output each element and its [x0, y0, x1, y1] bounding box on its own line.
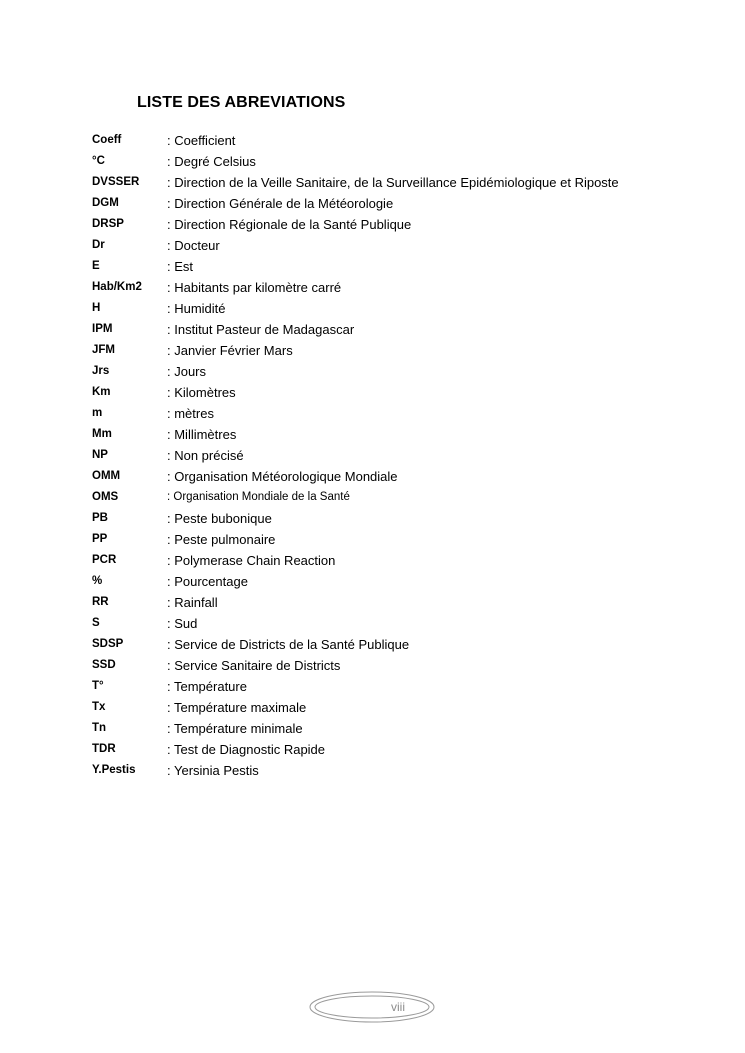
abbreviation-definition: : Direction Générale de la Météorologie	[167, 196, 394, 211]
list-item	[92, 529, 712, 550]
abbreviation-code: Coeff	[92, 134, 122, 146]
abbreviation-code: %	[92, 575, 103, 587]
abbreviation-code: Km	[92, 386, 111, 398]
abbreviation-code: m	[92, 407, 103, 419]
page-footer	[308, 990, 436, 1024]
abbreviation-code: SDSP	[92, 638, 124, 650]
abbreviation-code: Dr	[92, 239, 105, 251]
abbreviation-code: NP	[92, 449, 108, 461]
list-item	[92, 193, 712, 214]
abbreviation-code: T°	[92, 680, 104, 692]
abbreviation-definition: : Coefficient	[167, 133, 236, 148]
abbreviation-definition: : Sud	[167, 616, 198, 631]
list-item	[92, 760, 712, 781]
list-item	[92, 130, 712, 151]
list-item	[92, 718, 712, 739]
abbreviation-code: TDR	[92, 743, 116, 755]
list-item	[92, 382, 712, 403]
abbreviation-definition: : Service Sanitaire de Districts	[167, 658, 341, 673]
list-item	[92, 697, 712, 718]
list-item	[92, 214, 712, 235]
abbreviation-code: Tn	[92, 722, 107, 734]
abbreviation-code: °C	[92, 155, 105, 167]
abbreviation-code: DGM	[92, 197, 119, 209]
abbreviation-definition: : Kilomètres	[167, 385, 236, 400]
abbreviation-definition: : Température	[167, 679, 247, 694]
abbreviation-definition: : Est	[167, 259, 194, 274]
list-item	[92, 340, 712, 361]
abbreviation-definition: : Jours	[167, 364, 207, 379]
list-item	[92, 256, 712, 277]
abbreviation-definition: : Institut Pasteur de Madagascar	[167, 322, 355, 337]
abbreviation-definition: : Peste pulmonaire	[167, 532, 276, 547]
abbreviation-code: Jrs	[92, 365, 110, 377]
abbreviation-definition: : Température maximale	[167, 700, 307, 715]
abbreviation-code: S	[92, 617, 100, 629]
abbreviation-definition: : Température minimale	[167, 721, 303, 736]
abbreviation-code: Y.Pestis	[92, 764, 136, 776]
abbreviation-code: PCR	[92, 554, 117, 566]
abbreviation-code: RR	[92, 596, 109, 608]
list-item	[92, 676, 712, 697]
abbreviation-definition: : Organisation Mondiale de la Santé	[167, 491, 350, 503]
abbreviation-definition: : Polymerase Chain Reaction	[167, 553, 336, 568]
list-item	[92, 634, 712, 655]
list-item	[92, 487, 712, 508]
abbreviation-definition: : Millimètres	[167, 427, 237, 442]
list-item	[92, 466, 712, 487]
abbreviation-definition: : Humidité	[167, 301, 226, 316]
abbreviation-definition: : Pourcentage	[167, 574, 248, 589]
abbreviation-code: SSD	[92, 659, 116, 671]
abbreviation-definition: : Janvier Février Mars	[167, 343, 293, 358]
abbreviation-code: DVSSER	[92, 176, 140, 188]
abbreviation-definition: : Service de Districts de la Santé Publique	[167, 637, 410, 652]
abbreviation-definition: : Test de Diagnostic Rapide	[167, 742, 326, 757]
abbreviation-definition: : Direction de la Veille Sanitaire, de la Surveillance Epidémiologique et Riposte	[167, 175, 619, 190]
list-item	[92, 298, 712, 319]
abbreviation-definition: : Organisation Météorologique Mondiale	[167, 469, 398, 484]
abbreviation-code: IPM	[92, 323, 113, 335]
list-item	[92, 319, 712, 340]
list-item	[92, 508, 712, 529]
abbreviation-list	[92, 130, 712, 781]
page-title: LISTE DES ABREVIATIONS	[137, 94, 346, 111]
abbreviation-definition: : Non précisé	[167, 448, 244, 463]
list-item	[92, 172, 712, 193]
abbreviation-definition: : Peste bubonique	[167, 511, 272, 526]
list-item	[92, 571, 712, 592]
list-item	[92, 613, 712, 634]
list-item	[92, 592, 712, 613]
abbreviation-code: E	[92, 260, 100, 272]
abbreviation-code: PB	[92, 512, 108, 524]
abbreviation-definition: : Docteur	[167, 238, 220, 253]
list-item	[92, 424, 712, 445]
list-item	[92, 361, 712, 382]
abbreviation-definition: : Yersinia Pestis	[167, 763, 259, 778]
list-item	[92, 739, 712, 760]
abbreviation-code: Mm	[92, 428, 112, 440]
list-item	[92, 277, 712, 298]
abbreviation-definition: : mètres	[167, 406, 214, 421]
abbreviation-definition: : Rainfall	[167, 595, 218, 610]
abbreviation-definition: : Direction Régionale de la Santé Publique	[167, 217, 412, 232]
list-item	[92, 235, 712, 256]
abbreviation-code: H	[92, 302, 101, 314]
abbreviation-code: Tx	[92, 701, 106, 713]
list-item	[92, 445, 712, 466]
list-item	[92, 655, 712, 676]
abbreviation-definition: : Habitants par kilomètre carré	[167, 280, 342, 295]
list-item	[92, 403, 712, 424]
abbreviation-code: DRSP	[92, 218, 124, 230]
abbreviation-code: Hab/Km2	[92, 281, 142, 293]
abbreviation-code: PP	[92, 533, 108, 545]
abbreviation-code: OMM	[92, 470, 121, 482]
page-number: viii	[391, 1000, 405, 1014]
abbreviation-code: OMS	[92, 491, 119, 503]
abbreviation-code: JFM	[92, 344, 115, 356]
abbreviation-definition: : Degré Celsius	[167, 154, 256, 169]
list-item	[92, 550, 712, 571]
list-item	[92, 151, 712, 172]
